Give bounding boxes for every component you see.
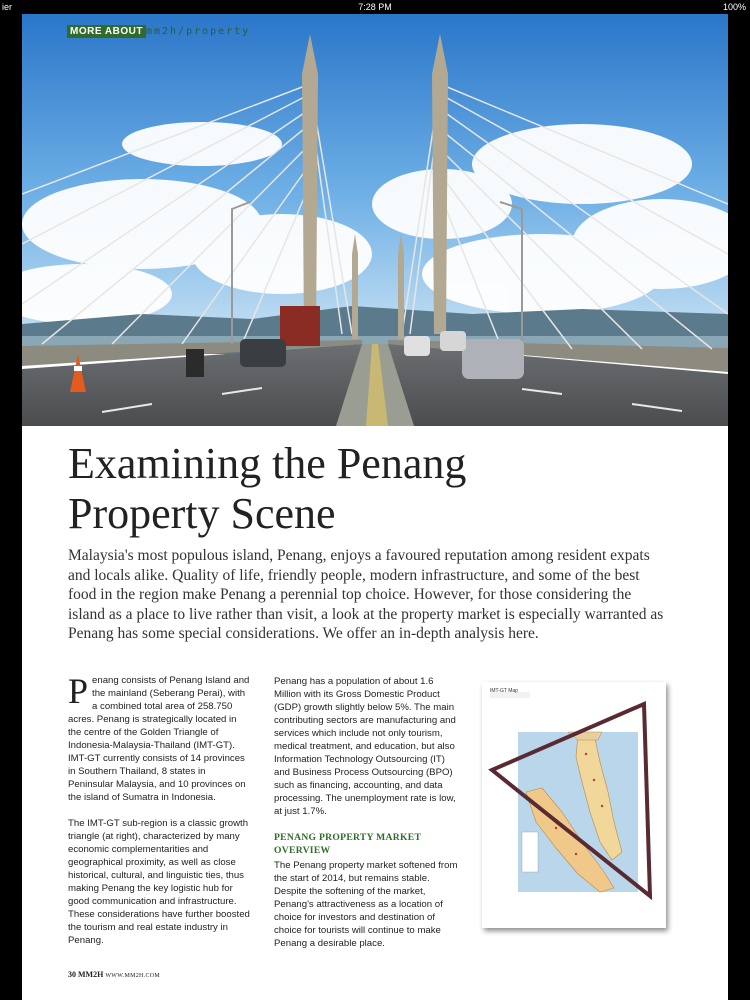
- status-bar: [0, 0, 750, 14]
- bridge-photo: [22, 14, 728, 426]
- carrier-signal: ier: [2, 2, 13, 12]
- column-1-paragraph-2: The IMT-GT sub-region is a classic growth triangle (at right), characterized by many economic complementarities and geographical proximity, as well as close historical, cultural, and linguistic ties, thus making Penang the key logistic hub for good communication and infrastructure. These considerations have further boosted the tourism and real estate industry in Penang.: [68, 818, 250, 946]
- battery-level: 100%: [722, 2, 746, 12]
- page-number: 30: [68, 970, 76, 979]
- column-1-paragraph-1: [68, 671, 250, 804]
- column-1-paragraph-1-text: enang consists of Penang Island and the mainland (Seberang Perai), with a combined total area of 258.750 acres. Penang is strategically located in the centre of the Golden Triangle of Indonesia-Malaysia-Thailand (IMT-GT). IMT-GT currently consists of 14 provinces in Southern Thailand, 8 states in Peninsular Malaysia, and 10 provinces on the island of Sumatra in Indonesia.: [68, 675, 250, 803]
- section-subheading: PENANG PROPERTY MARKET OVERVIEW: [274, 832, 421, 856]
- drop-cap: P: [68, 671, 89, 711]
- article-title: [68, 439, 688, 539]
- breadcrumb[interactable]: [67, 26, 250, 37]
- page-footer: [68, 970, 160, 979]
- title-line-2: Property Scene: [68, 489, 336, 538]
- imt-gt-map-figure: [482, 682, 666, 928]
- breadcrumb-path[interactable]: mm2h/property: [145, 26, 251, 37]
- breadcrumb-tag: MORE ABOUT: [67, 25, 146, 38]
- title-line-1: Examining the Penang: [68, 439, 467, 488]
- column-2-paragraph-2: The Penang property market softened from the start of 2014, but remains stable. Despite the softening of the market, Penang's attractiveness as a location of choice for investors and destination of choice for tourists will continue to make Penang a desirable place.: [274, 860, 458, 949]
- column-2-paragraph-1: Penang has a population of about 1.6 Million with its Gross Domestic Product (GDP) growth slightly below 5%. The main contributing sectors are manufacturing and services which include not only tourism, medical treatment, and education, but also Information Technology Outsourcing (IT) and Business Process Outsourcing (BPO) such as financing, accounting, and data processing. The unemployment rate is low, at just 1.7%.: [274, 676, 456, 817]
- article-lead: Malaysia's most populous island, Penang, enjoys a favoured reputation among resident expats and locals alike. Quality of life, friendly people, modern infrastructure, and some of the best food in the region make Penang a perennial top choice. However, for those considering the island as a place to live rather than visit, a look at the property market is especially warranted as Penang has some special considerations. We offer an in-depth analysis here.: [68, 547, 664, 642]
- map-illustration: [482, 682, 666, 928]
- website-url[interactable]: WWW.MM2H.COM: [105, 973, 161, 979]
- text-column-2: [274, 675, 462, 963]
- map-title: IMT-GT Map: [490, 688, 518, 694]
- bridge-photo-illustration: [22, 14, 728, 426]
- magazine-page[interactable]: [22, 14, 728, 1000]
- magazine-name: MM2H: [78, 970, 104, 979]
- text-column-1: [68, 671, 250, 960]
- status-time: 7:28 PM: [358, 2, 392, 12]
